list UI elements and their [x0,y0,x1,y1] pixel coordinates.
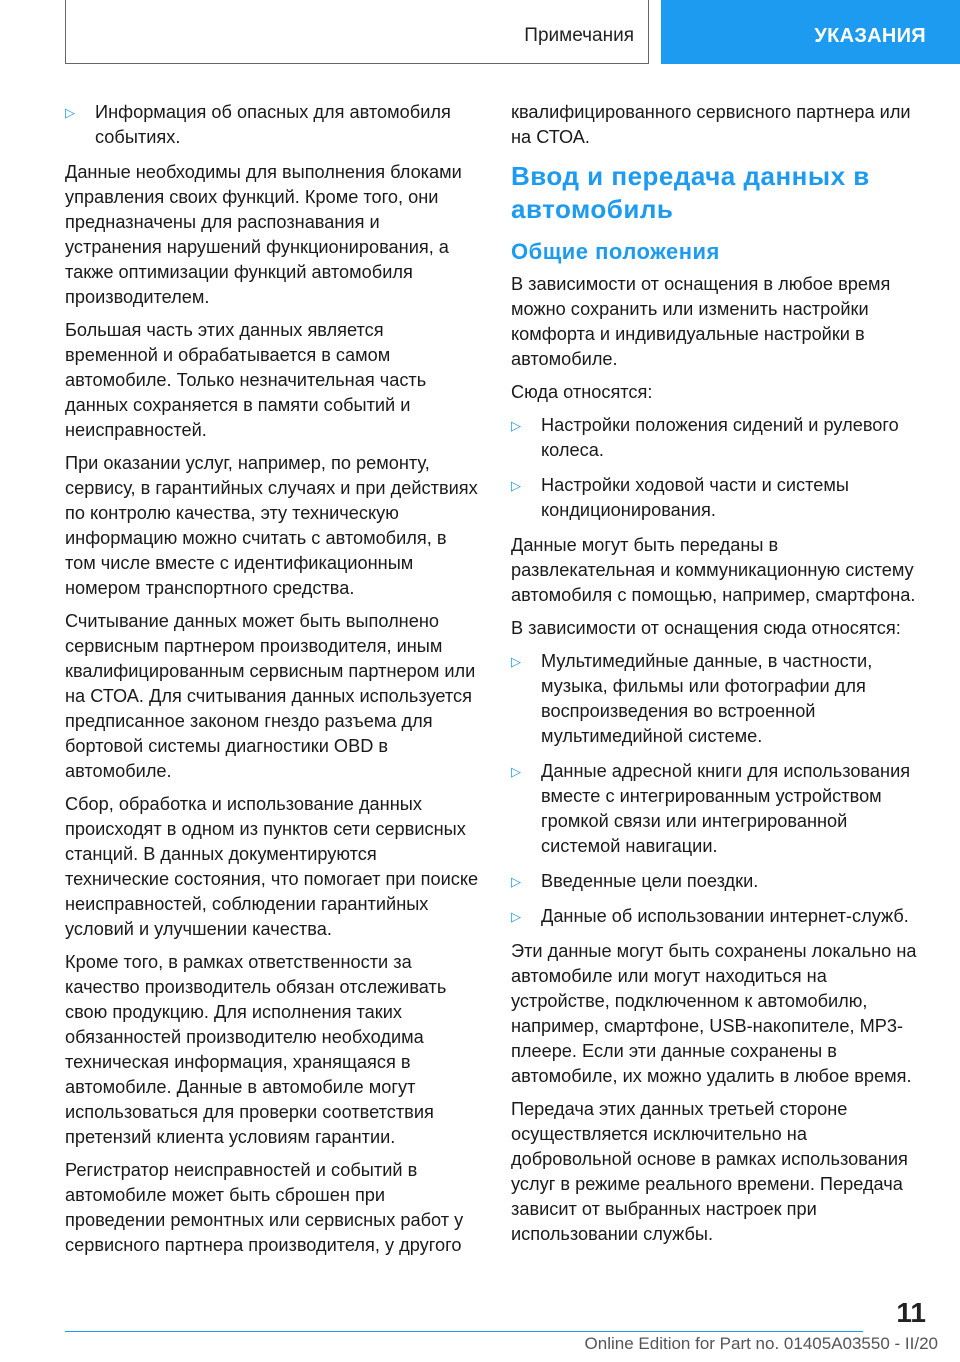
paragraph: Данные необходимы для выполнения блоками управления своих функций. Кроме того, они предназначены для распознавания и устранения нарушений функционирования, а также оптимизации функций автомобиля производителем. [65,162,462,307]
page-number: 11 [896,1297,926,1328]
paragraph: Эти данные могут быть сохранены локально на автомобиле или могут находиться на устройстве, подключенном к автомобилю, например, смартфоне, USB-накопителе, MP3-плеере. Если эти данные сохранены в автомобиле, их можно удалить в любое время. [511,941,917,1086]
tab-notes[interactable] [65,0,649,64]
triangle-bullet-icon: ▷ [511,418,521,433]
paragraph: Считывание данных может быть выполнено сервисным партнером производителя, иным квалифицированным сервисным партнером или на СТОА. Для считывания данных используется предписанное законом гнездо разъема для бортовой системы диагностики OBD в автомобиле. [65,611,476,781]
triangle-bullet-icon: ▷ [511,478,521,493]
paragraph: Кроме того, в рамках ответственности за качество производитель обязан отслеживать свою продукцию. Для исполнения таких обязанностей производителю необходима техническая информация, хранящаяся в автомобиле. Данные в автомобиле могут использоваться для проверки соответствия претензий клиента условиям гарантии. [65,952,447,1147]
paragraph: Большая часть этих данных является временной и обрабатывается в самом автомобиле. Только незначительная часть данных сохраняется в памяти событий и неисправностей. [65,320,427,440]
triangle-bullet-icon: ▷ [511,874,521,889]
right-column [511,100,925,1255]
list-item: ▷ Информация об опасных для автомобиля событиях. [65,102,451,147]
paragraph: В зависимости от оснащения в любое время можно сохранить или изменить настройки комфорта и индивидуальные настройки в автомобиле. [511,274,891,369]
list-item: ▷ Настройки положения сидений и рулевого колеса. [511,415,899,460]
list-item: ▷ Введенные цели поездки. [511,869,925,894]
page-header [0,0,960,66]
list-item: ▷ Данные адресной книги для использования вместе с интегрированным устройством громкой связи или интегрированной системой навигации. [511,761,911,856]
paragraph: Регистратор неисправностей и событий в автомобиле может быть сброшен при проведении ремонтных или сервисных работ у сервисного партнера производителя, у другого [65,1160,464,1255]
paragraph: Сюда относятся: [511,382,653,402]
footer-divider [65,1331,863,1332]
paragraph: Данные могут быть переданы в развлекательная и коммуникационную систему автомобиля с помощью, например, смартфона. [511,535,916,605]
triangle-bullet-icon: ▷ [511,764,521,779]
tab-instructions[interactable] [661,0,960,64]
subsection-heading: Общие положения [511,239,720,264]
footer-edition-text: Online Edition for Part no. 01405A03550 - II/20 [584,1334,938,1353]
paragraph: Передача этих данных третьей стороне осуществляется исключительно на добровольной основе в рамках использования услуг в режиме реального времени. Передача зависит от выбранных настроек при использовании службы. [511,1099,908,1244]
triangle-bullet-icon: ▷ [511,909,521,924]
left-column [65,100,479,1266]
paragraph: В зависимости от оснащения сюда относятся: [511,618,901,638]
paragraph: квалифицированного сервисного партнера или на СТОА. [511,102,911,147]
tab-notes-label: Примечания [524,24,634,46]
paragraph: При оказании услуг, например, по ремонту, сервису, в гарантийных случаях и при действиях по контролю качества, эту техническую информацию можно считать с автомобиля, в том числе вместе с идентификационным номером транспортного средства. [65,453,478,598]
paragraph: Сбор, обработка и использование данных происходят в одном из пунктов сети сервисных станций. В данных документируются технические состояния, что помогает при поиске неисправностей, соблюдении гарантийных условий и улучшении качества. [65,794,479,939]
triangle-bullet-icon: ▷ [511,654,521,669]
tab-instructions-label: УКАЗАНИЯ [814,24,926,47]
list-item: ▷ Мультимедийные данные, в частности, музыка, фильмы или фотографии для воспроизведения во встроенной мультимедийной системе. [511,651,873,746]
list-item: ▷ Настройки ходовой части и системы кондиционирования. [511,475,849,520]
triangle-bullet-icon: ▷ [65,105,75,120]
list-item: ▷ Данные об использовании интернет-служб. [511,904,925,929]
section-heading: Ввод и передача данных в автомобиль [511,161,870,224]
